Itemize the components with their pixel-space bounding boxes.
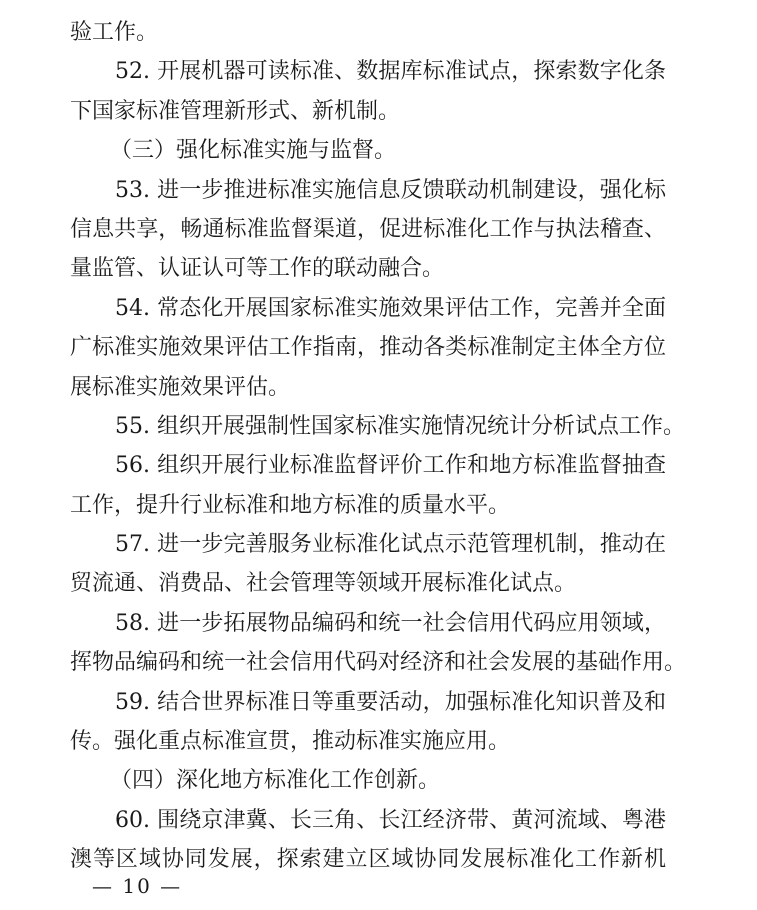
- section-heading: [70, 761, 666, 800]
- text-line: 广标准实施效果评估工作指南，推动各类标准制定主体全方位: [70, 335, 666, 361]
- paragraph: [70, 52, 666, 131]
- text-line: 55. 组织开展强制性国家标准实施情况统计分析试点工作。: [115, 413, 685, 439]
- text-line: 下国家标准管理新形式、新机制。: [70, 98, 401, 124]
- text-line: 澳等区域协同发展，探索建立区域协同发展标准化工作新机: [70, 847, 666, 873]
- text-line: 工作，提升行业标准和地方标准的质量水平。: [70, 492, 511, 518]
- text-line: 挥物品编码和统一社会信用代码对经济和社会发展的基础作用。: [70, 650, 687, 676]
- page-number: — 10 —: [92, 874, 183, 898]
- paragraph: [70, 13, 666, 52]
- document-body: [70, 13, 687, 880]
- paragraph: [70, 407, 685, 446]
- text-line: 59. 结合世界标准日等重要活动，加强标准化知识普及和: [115, 689, 666, 715]
- text-line: 53. 进一步推进标准实施信息反馈联动机制建设，强化标: [115, 177, 666, 203]
- text-line: 验工作。: [70, 20, 159, 45]
- text-line: 展标准实施效果评估。: [70, 374, 291, 400]
- paragraph: [70, 446, 666, 525]
- paragraph: [70, 289, 666, 407]
- text-line: 贸流通、消费品、社会管理等领域开展标准化试点。: [70, 571, 577, 597]
- text-line: 52. 开展机器可读标准、数据库标准试点，探索数字化条: [115, 59, 666, 85]
- paragraph: [70, 604, 687, 683]
- section-heading: [70, 131, 666, 170]
- text-line: 信息共享，畅通标准监督渠道，促进标准化工作与执法稽查、: [70, 216, 666, 242]
- text-line: 57. 进一步完善服务业标准化试点示范管理机制，推动在: [115, 532, 666, 558]
- text-line: 54. 常态化开展国家标准实施效果评估工作，完善并全面: [115, 295, 666, 321]
- text-line: （四）深化地方标准化工作创新。: [110, 768, 441, 794]
- paragraph: [70, 801, 666, 880]
- text-line: 量监管、认证认可等工作的联动融合。: [70, 256, 445, 282]
- text-line: 传。强化重点标准宣贯，推动标准实施应用。: [70, 729, 511, 755]
- paragraph: [70, 525, 666, 604]
- text-line: （三）强化标准实施与监督。: [110, 138, 397, 164]
- text-line: 58. 进一步拓展物品编码和统一社会信用代码应用领域，: [115, 610, 666, 636]
- text-line: 60. 围绕京津冀、长三角、长江经济带、黄河流域、粤港: [115, 807, 666, 833]
- paragraph: [70, 171, 666, 289]
- paragraph: [70, 683, 666, 762]
- text-line: 56. 组织开展行业标准监督评价工作和地方标准监督抽查: [115, 453, 666, 479]
